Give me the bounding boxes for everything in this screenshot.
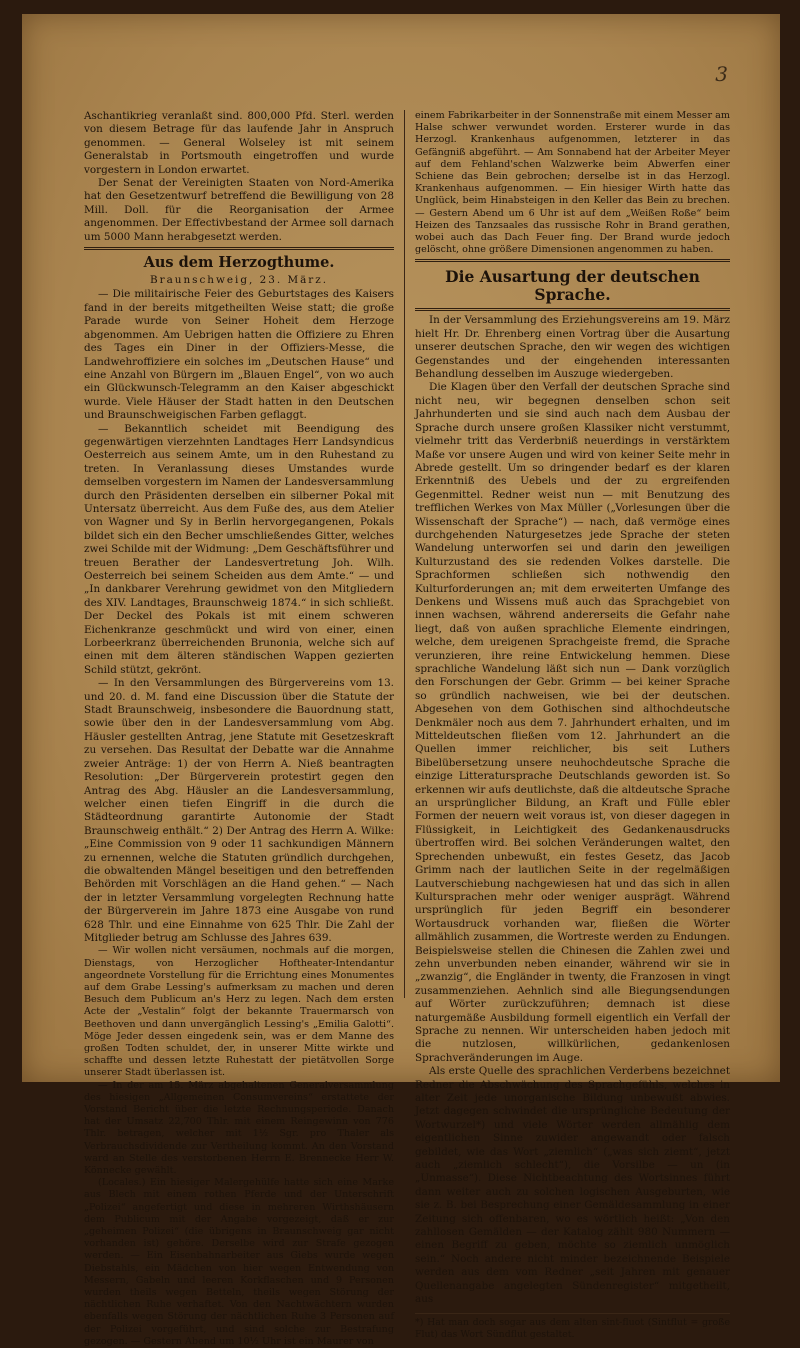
right-column <box>415 110 730 1341</box>
section-divider <box>84 247 394 250</box>
article-paragraph: — Bekanntlich scheidet mit Beendigung des gegenwärtigen vierzehnten Landtages Herr Landsyndicus Oesterreich aus seinem Amte, um in den Ruhestand zu treten. In Veranlassung dieses Umstandes wurde demselben vorgestern im Namen der Landesversammlung durch den Präsidenten derselben ein silberner Pokal mit Untersatz überreicht. Aus dem Fuße des, aus dem Atelier von Wagner und Sy in Berlin hervorgegangenen, Pokals bildet sich ein den Becher umschließendes Gitter, welches zwei Schilde mit der Widmung: „Dem Geschäftsführer und treuen Berather der Landesvertretung Joh. Wilh. Oesterreich bei seinem Scheiden aus dem Amte.“ — und „In dankbarer Verehrung gewidmet von den Mitgliedern des XIV. Landtages, Braunschweig 1874.“ in sich schließt. Der Deckel des Pokals ist mit einem schweren Eichenkranze geschmückt und wird von einer, einen Lorbeerkranz überreichenden Brunonia, welche sich auf einen mit dem älteren ständischen Wappen gezierten Schild stützt, gekrönt. <box>84 422 394 676</box>
column-rule <box>404 110 405 998</box>
article-paragraph: Der Senat der Vereinigten Staaten von Nord-Amerika hat den Gesetzentwurf betreffend die Bewilligung von 28 Mill. Doll. für die Reorganisation der Armee angenommen. Der Effectivbestand der Armee soll darnach um 5000 Mann herabgesetzt werden. <box>84 177 394 243</box>
newspaper-page <box>22 14 780 1347</box>
article-paragraph: Als erste Quelle des sprachlichen Verderbens bezeichnet Redner die Abschwächung des Sprachgefühls, welches in alter Zeit jede unorganische Bildung unbewußt abwies. Jetzt dagegen schwindet die ursprüngliche Bedeutung der Wortwurzel*) und viele Wörter werden allmählig dem eigentlichen Sinne zuwider angewandt oder falsch gebildet, wie das Wort „ziemlich“ („was sich ziemt“, jetzt auch „ziemlich schlecht“), die Vorsilbe — un (in „Unmasse“). Diese Nichtbeachtung des Wortsinnes führt dann weiter auch zu solchen logischen Ausgeburten, wie sie z. B. bei Besprechung einer Gemäldesammlung in einer Zeitung sich offenbaren, wo es wörtlich heißt: „Von den zahllosen Gemälden — der Katalog zählt 980 Nummern — einen Begriff zu geben, möchte so ziemlich unmöglich sein.“ Noch andere nicht minder bezeichnende Beispiele werden aus dem vom Redner „seit Jahren mit genauer Quellenangabe angelegten Sündenregister“ mitgetheilt, aus <box>415 1065 730 1306</box>
article-paragraph: Die Klagen über den Verfall der deutschen Sprache sind nicht neu, wir begegnen denselben schon seit Jahrhunderten und sie sind auch nach dem Ausbau der Sprache durch unsere großen Klassiker nicht verstummt, vielmehr tritt das Verderbniß neuerdings in verstärktem Maße vor unsere Augen und wird von keiner Seite mehr in Abrede gestellt. Um so dringender bedarf es der klaren Erkenntniß des Uebels und der zu ergreifenden Gegenmittel. Redner weist nun — mit Benutzung des trefflichen Werkes von Max Müller („Vorlesungen über die Wissenschaft der Sprache“) — nach, daß vermöge eines durchgehenden Naturgesetzes jede Sprache der steten Wandelung unterworfen sei und darin den jeweiligen Kulturzustand des sie redenden Volkes darstelle. Die Sprachformen schließen sich nothwendig den Kulturforderungen an; mit dem erweiterten Umfange des Denkens und Wissens muß auch das Sprachgebiet von innen wachsen, während andererseits die Gefahr nahe liegt, daß von außen sprachliche Elemente eindringen, welche, dem ureigenen Sprachgeiste fremd, die Sprache verunzieren, ihre reine Entwickelung hemmen. Diese sprachliche Wandelung läßt sich nun — Dank vorzüglich den Forschungen der Gebr. Grimm — bei keiner Sprache so gründlich nachweisen, wie bei der deutschen. Abgesehen von dem Gothischen sind althochdeutsche Denkmäler noch aus dem 7. Jahrhundert erhalten, und im Mitteldeutschen fließen vom 12. Jahrhundert an die Quellen immer reichlicher, bis seit Luthers Bibelübersetzung unsere neuhochdeutsche Sprache die einzige Litteratursprache Deutschlands geworden ist. So erkennen wir aufs deutlichste, daß die altdeutsche Sprache an ursprünglicher Bildung, an Kraft und Fülle ebler Formen der neuern weit voraus ist, von dieser dagegen in Flüssigkeit, in Leichtigkeit des Gedankenausdrucks übertroffen wird. Bei solchen Veränderungen waltet, den Sprechenden unbewußt, ein festes Gesetz, das Jacob Grimm nach der lautlichen Seite in der regelmäßigen Lautverschiebung nachgewiesen hat und das sich in allen Kultursprachen mehr oder weniger ausprägt. Während ursprünglich für jeden Begriff ein besonderer Wortausdruck vorhanden war, fließen die Wörter allmählich zusammen, die Wortreste werden zu Endungen. Beispielsweise stellen die Chinesen die Zahlen zwei und zehn unverbunden neben einander, während wir sie in „zwanzig“, die Engländer in twenty, die Franzosen in vingt zusammenziehen. Aehnlich sind alle Biegungsendungen auf Wörter zurückzuführen; demnach ist diese naturgemäße Ausbildung formell eigentlich ein Verfall der Sprache zu nennen. Wir unterscheiden haben jedoch mit die nutzlosen, willkürlichen, gedankenlosen Sprachveränderungen im Auge. <box>415 381 730 1064</box>
article-paragraph: In der Versammlung des Erziehungsvereins am 19. März hielt Hr. Dr. Ehrenberg einen Vortrag über die Ausartung unserer deutschen Sprache, den wir wegen des wichtigen Gegenstandes und der eingehenden interessanten Behandlung desselben im Auszuge wiedergeben. <box>415 314 730 381</box>
article-paragraph: — In den Versammlungen des Bürgervereins vom 13. und 20. d. M. fand eine Discussion über die Statute der Stadt Braunschweig, insbesondere die Bauordnung statt, sowie über den in der Landesversammlung vom Abg. Häusler gestellten Antrag, jene Statute mit Gesetzeskraft zu versehen. Das Resultat der Debatte war die Annahme zweier Anträge: 1) der von Herrn A. Nieß beantragten Resolution: „Der Bürgerverein protestirt gegen den Antrag des Abg. Häusler an die Landesversammlung, welcher einen tiefen Eingriff in die durch die Städteordnung garantirte Autonomie der Stadt Braunschweig enthält.“ 2) Der Antrag des Herrn A. Wilke: „Eine Commission von 9 oder 11 sachkundigen Männern zu ernennen, welche die Statuten gründlich durchgehen, die obwaltenden Mängel beseitigen und den betreffenden Behörden mit Vorschlägen an die Hand gehen.“ — Nach der in letzter Versammlung vorgelegten Rechnung hatte der Bürgerverein im Jahre 1873 eine Ausgabe von rund 628 Thlr. und eine Einnahme von 625 Thlr. Die Zahl der Mitglieder betrug am Schlusse des Jahres 639. <box>84 677 394 944</box>
article-paragraph-small: (Locales.) Ein hiesiger Malergehülfe hatte sich eine Marke aus Blech mit einem rothen Pferde und der Unterschrift „Polizei“ angefertigt und diese in mehreren Wirthshäusern dem Publicum mit der Angabe vorgezeigt, daß er zur „geheimen Polizei“ (die übrigens in Braunschweig gar nicht vorhanden ist) gehöre. Derselbe wird zur Strafe gezogen werden. — Ein Eisenbahnarbeiter aus Giebs wurde wegen Diebstahls, ein Mädchen von hier wegen Entwendung von Messern, Gabeln und leeren Korkflaschen und 9 Personen wurden theils wegen Betteln, theils wegen Störung der nächtlichen Ruhe verhaftet. Von den Nachtwächtern wurden ebenfalls wegen Störung der nächtlichen Ruhe 3 Personen auf der Polizei vorgeführt, und sind solche zur Bestrafung gezogen. — Gestern Abend um 10½ Uhr ist ein Maurer von <box>84 1177 394 1347</box>
section-divider <box>415 308 730 311</box>
article-paragraph-small: — In der am 15. März abgehaltenen Generalversammlung des hiesigen „Allgemeinen Consumvereins“ erstattete der Vorstand Bericht über die letzte Rechnungsperiode. Danach hat der Umsatz 22,700 Thlr. mit einem Reingewinn von 776 Thlr. betragen, welcher mit 1½ Sgr. pro Thaler als Verbrauchsdividende zur Vertheilung kommt. An den Vorstand ward an Stelle des verstorbenen Herrn E. Brennecke Herr W. Könnecke gewählt. <box>84 1079 394 1177</box>
section-heading: Aus dem Herzogthume. <box>143 254 335 272</box>
article-paragraph: — Die militairische Feier des Geburtstages des Kaisers fand in der bereits mitgetheilten Weise statt; die große Parade wurde von Seiner Hoheit dem Herzoge abgenommen. Am Uebrigen hatten die Offiziere zu Ehren des Tages ein Diner in der Offiziers-Messe, die Landwehroffiziere ein solches im „Deutschen Hause“ und eine Anzahl von Bürgern im „Blauen Engel“, von wo auch ein Glückwunsch-Telegramm an den Kaiser abgeschickt wurde. Viele Häuser der Stadt hatten in den Deutschen und Braunschweigischen Farben geflaggt. <box>84 288 394 422</box>
article-paragraph: Aschantikrieg veranlaßt sind. 800,000 Pfd. Sterl. werden von diesem Betrage für das laufende Jahr in Anspruch genommen. — General Wolseley ist mit seinem Generalstab in Portsmouth eingetroffen und wurde vorgestern in London erwartet. <box>84 110 394 176</box>
dateline: Braunschweig, 23. März. <box>149 274 329 287</box>
section-divider <box>415 259 730 262</box>
page-number-mark: 3 <box>715 62 728 86</box>
footnote: *) Hat man doch sogar aus dem alten sint-fluot (Sintflut = große Flut) das Wort Sündflut gestaltet. <box>415 1313 730 1341</box>
left-column <box>84 110 394 1348</box>
article-paragraph-small: — Wir wollen nicht versäumen, nochmals auf die morgen, Dienstags, von Herzoglicher Hoftheater-Intendantur angeordnete Vorstellung für die Errichtung eines Monumentes auf dem Grabe Lessing's aufmerksam zu machen und deren Besuch dem Publicum an's Herz zu legen. Nach dem ersten Acte der „Vestalin“ folgt der bekannte Trauermarsch von Beethoven und dann unvergänglich Lessing's „Emilia Galotti“. Möge Jeder dessen eingedenk sein, was er dem Manne des großen Todten schuldet, der, in unserer Mitte wirkte und schaffte und dessen letzte Ruhestatt der pietätvollen Sorge unserer Stadt überlassen ist. <box>84 945 394 1079</box>
article-paragraph-small: einem Fabrikarbeiter in der Sonnenstraße mit einem Messer am Halse schwer verwundet worden. Ersterer wurde in das Herzogl. Krankenhaus aufgenommen, letzterer in das Gefängniß abgeführt. — Am Sonnabend hat der Arbeiter Meyer auf dem Fehland'schen Walzwerke beim Abwerfen einer Schiene das Bein gebrochen; derselbe ist in das Herzogl. Krankenhaus aufgenommen. — Ein hiesiger Wirth hatte das Unglück, beim Hinabsteigen in den Keller das Bein zu brechen. — Gestern Abend um 6 Uhr ist auf dem „Weißen Roße“ beim Heizen des Tanzsaales das russische Rohr in Brand gerathen, wobei auch das Dach Feuer fing. Der Brand wurde jedoch gelöscht, ohne größere Dimensionen angenommen zu haben. <box>415 110 730 256</box>
section-heading: Die Ausartung der deutschen Sprache. <box>445 267 700 305</box>
